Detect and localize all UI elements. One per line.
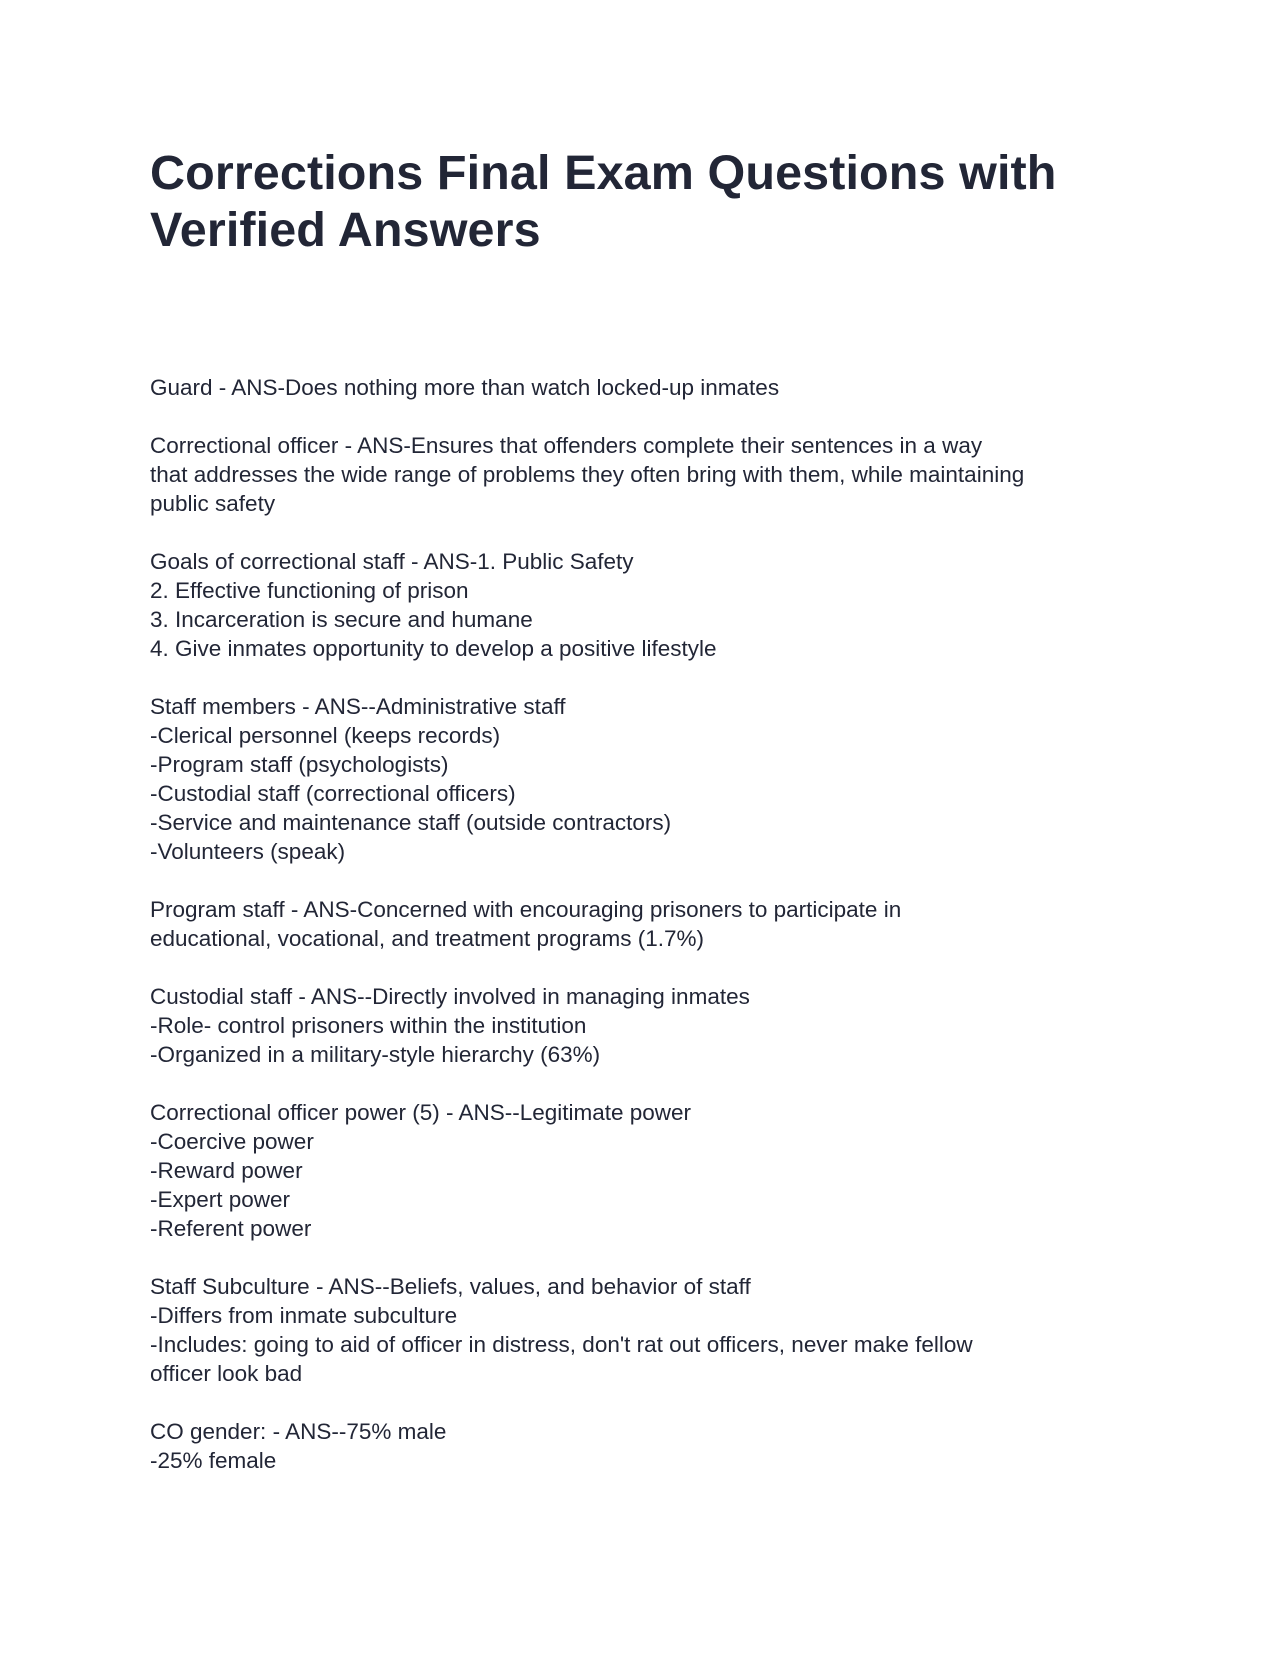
qa-entry xyxy=(150,1098,1140,1243)
qa-entry-answer-line: 2. Effective functioning of prison xyxy=(150,578,469,603)
qa-entry-answer-line: -Expert power xyxy=(150,1187,291,1212)
qa-entry-answer-line: -25% female xyxy=(150,1448,277,1473)
qa-entry-question-line: Correctional officer - ANS-Ensures that offenders complete their sentences in a way xyxy=(150,433,983,458)
qa-entry-answer-line: -Differs from inmate subculture xyxy=(150,1303,458,1328)
document-title xyxy=(150,145,1140,259)
qa-entry-question-line: Goals of correctional staff - ANS-1. Public Safety xyxy=(150,549,634,574)
qa-entry xyxy=(150,373,1140,402)
qa-entry-question-line: Guard - ANS-Does nothing more than watch locked-up inmates xyxy=(150,375,780,400)
qa-entry-answer-line: -Role- control prisoners within the institution xyxy=(150,1013,587,1038)
qa-entry-answer-line: -Includes: going to aid of officer in distress, don't rat out officers, never make fellow xyxy=(150,1332,973,1357)
qa-entry-answer-line: -Custodial staff (correctional officers) xyxy=(150,781,516,806)
qa-entry-question-line: Custodial staff - ANS--Directly involved in managing inmates xyxy=(150,984,750,1009)
title-line-1: Corrections Final Exam Questions with xyxy=(150,146,1057,200)
qa-entry-question-line: Staff Subculture - ANS--Beliefs, values, and behavior of staff xyxy=(150,1274,751,1299)
qa-entry-answer-line: -Referent power xyxy=(150,1216,312,1241)
qa-entry-answer-line: educational, vocational, and treatment programs (1.7%) xyxy=(150,926,705,951)
qa-entry-answer-line: that addresses the wide range of problems they often bring with them, while maintaining xyxy=(150,462,1025,487)
qa-entry xyxy=(150,982,1140,1069)
qa-entry xyxy=(150,431,1140,518)
qa-entry-answer-line: -Program staff (psychologists) xyxy=(150,752,449,777)
qa-entry xyxy=(150,547,1140,663)
qa-entry-question-line: Staff members - ANS--Administrative staff xyxy=(150,694,566,719)
qa-entry-question-line: Program staff - ANS-Concerned with encouraging prisoners to participate in xyxy=(150,897,902,922)
qa-entry xyxy=(150,1272,1140,1388)
qa-entry-answer-line: public safety xyxy=(150,491,276,516)
qa-entry-answer-line: 3. Incarceration is secure and humane xyxy=(150,607,533,632)
qa-entry-answer-line: -Reward power xyxy=(150,1158,303,1183)
qa-entry xyxy=(150,895,1140,953)
qa-entry-answer-line: -Organized in a military-style hierarchy (63%) xyxy=(150,1042,601,1067)
qa-entries-list xyxy=(150,373,1140,1475)
qa-entry-answer-line: -Clerical personnel (keeps records) xyxy=(150,723,501,748)
qa-entry-answer-line: -Volunteers (speak) xyxy=(150,839,346,864)
qa-entry-answer-line: officer look bad xyxy=(150,1361,303,1386)
qa-entry xyxy=(150,1417,1140,1475)
qa-entry-answer-line: -Service and maintenance staff (outside contractors) xyxy=(150,810,672,835)
qa-entry-answer-line: 4. Give inmates opportunity to develop a positive lifestyle xyxy=(150,636,717,661)
qa-entry-question-line: CO gender: - ANS--75% male xyxy=(150,1419,447,1444)
qa-entry-question-line: Correctional officer power (5) - ANS--Legitimate power xyxy=(150,1100,692,1125)
qa-entry xyxy=(150,692,1140,866)
qa-entry-answer-line: -Coercive power xyxy=(150,1129,314,1154)
title-line-2: Verified Answers xyxy=(150,203,541,257)
document-page xyxy=(150,145,1140,1504)
